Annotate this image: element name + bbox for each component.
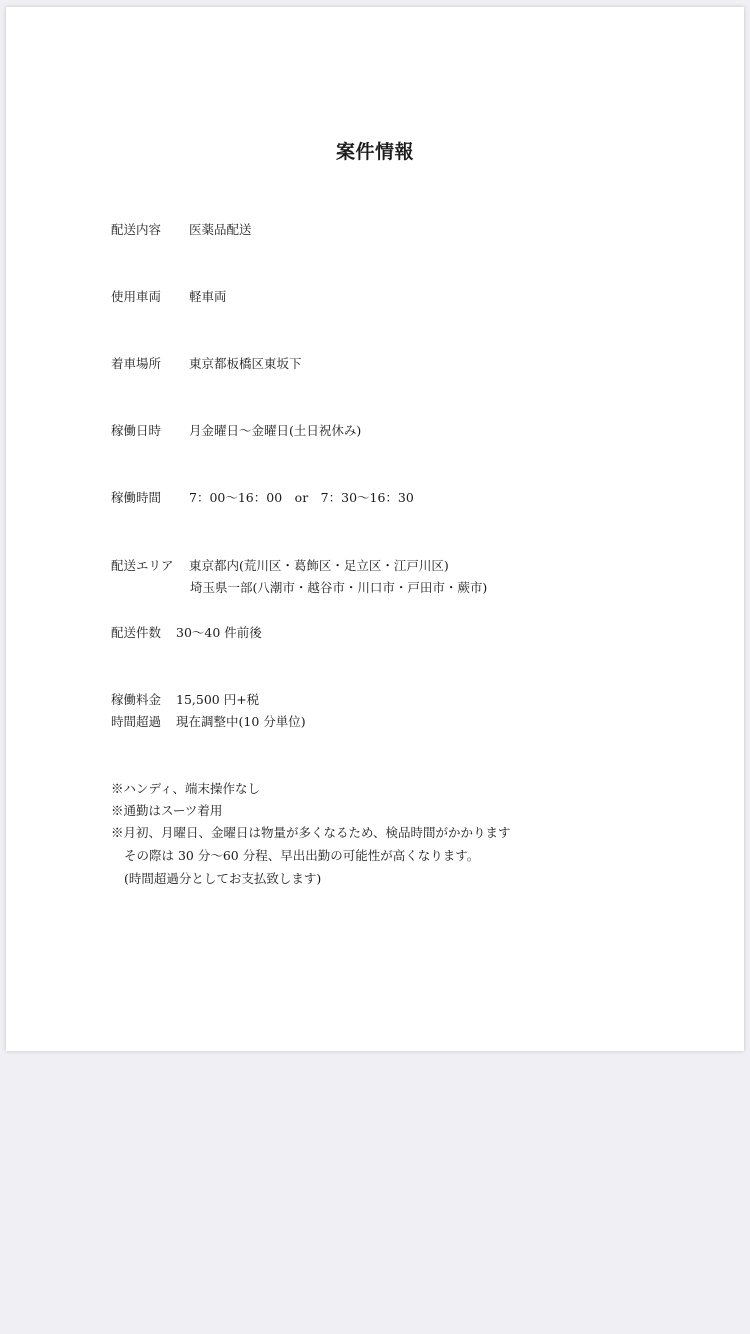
- row-label: 時間超過: [111, 714, 162, 729]
- row-value: 15,500 円+税: [176, 692, 260, 707]
- row-label: 配送エリア: [111, 558, 174, 573]
- row-arrival-location: [111, 353, 302, 375]
- row-working-hours: [111, 487, 414, 509]
- document-title: 案件情報: [335, 141, 414, 163]
- row-delivery-count: [111, 622, 262, 644]
- row-label: 稼働時間: [111, 490, 162, 505]
- row-label: 配送内容: [111, 222, 162, 237]
- row-value: 東京都板橋区東坂下: [189, 356, 302, 371]
- row-fee: [111, 689, 259, 711]
- row-label: 配送件数: [111, 625, 162, 640]
- row-delivery-area-line2: 埼玉県一部(八潮市・越谷市・川口市・戸田市・蕨市): [190, 580, 488, 595]
- row-value: 軽車両: [189, 289, 227, 304]
- row-value: 医薬品配送: [189, 222, 252, 237]
- note-item: (時間超過分としてお支払致します): [124, 871, 322, 886]
- note-item: その際は 30 分～60 分程、早出出勤の可能性が高くなります。: [124, 848, 480, 863]
- row-value: 現在調整中(10 分単位): [176, 714, 306, 729]
- note-item: ※ハンディ、端末操作なし: [111, 781, 261, 796]
- row-delivery-area: [111, 555, 449, 577]
- document-page: [6, 7, 744, 1051]
- row-delivery-content: [111, 219, 252, 241]
- row-label: 使用車両: [111, 289, 162, 304]
- row-label: 稼働料金: [111, 692, 162, 707]
- row-value: 月金曜日～金曜日(土日祝休み): [189, 423, 362, 438]
- row-value: 30～40 件前後: [176, 625, 262, 640]
- row-overtime: [111, 711, 306, 733]
- row-working-days: [111, 420, 361, 442]
- row-value: 7：00～16：00 or 7：30～16：30: [189, 490, 414, 505]
- row-label: 稼働日時: [111, 423, 162, 438]
- row-label: 着車場所: [111, 356, 162, 371]
- row-vehicle: [111, 286, 227, 308]
- note-item: ※月初、月曜日、金曜日は物量が多くなるため、検品時間がかかります: [111, 825, 511, 840]
- note-item: ※通勤はスーツ着用: [111, 803, 223, 818]
- row-value: 東京都内(荒川区・葛飾区・足立区・江戸川区): [189, 558, 449, 573]
